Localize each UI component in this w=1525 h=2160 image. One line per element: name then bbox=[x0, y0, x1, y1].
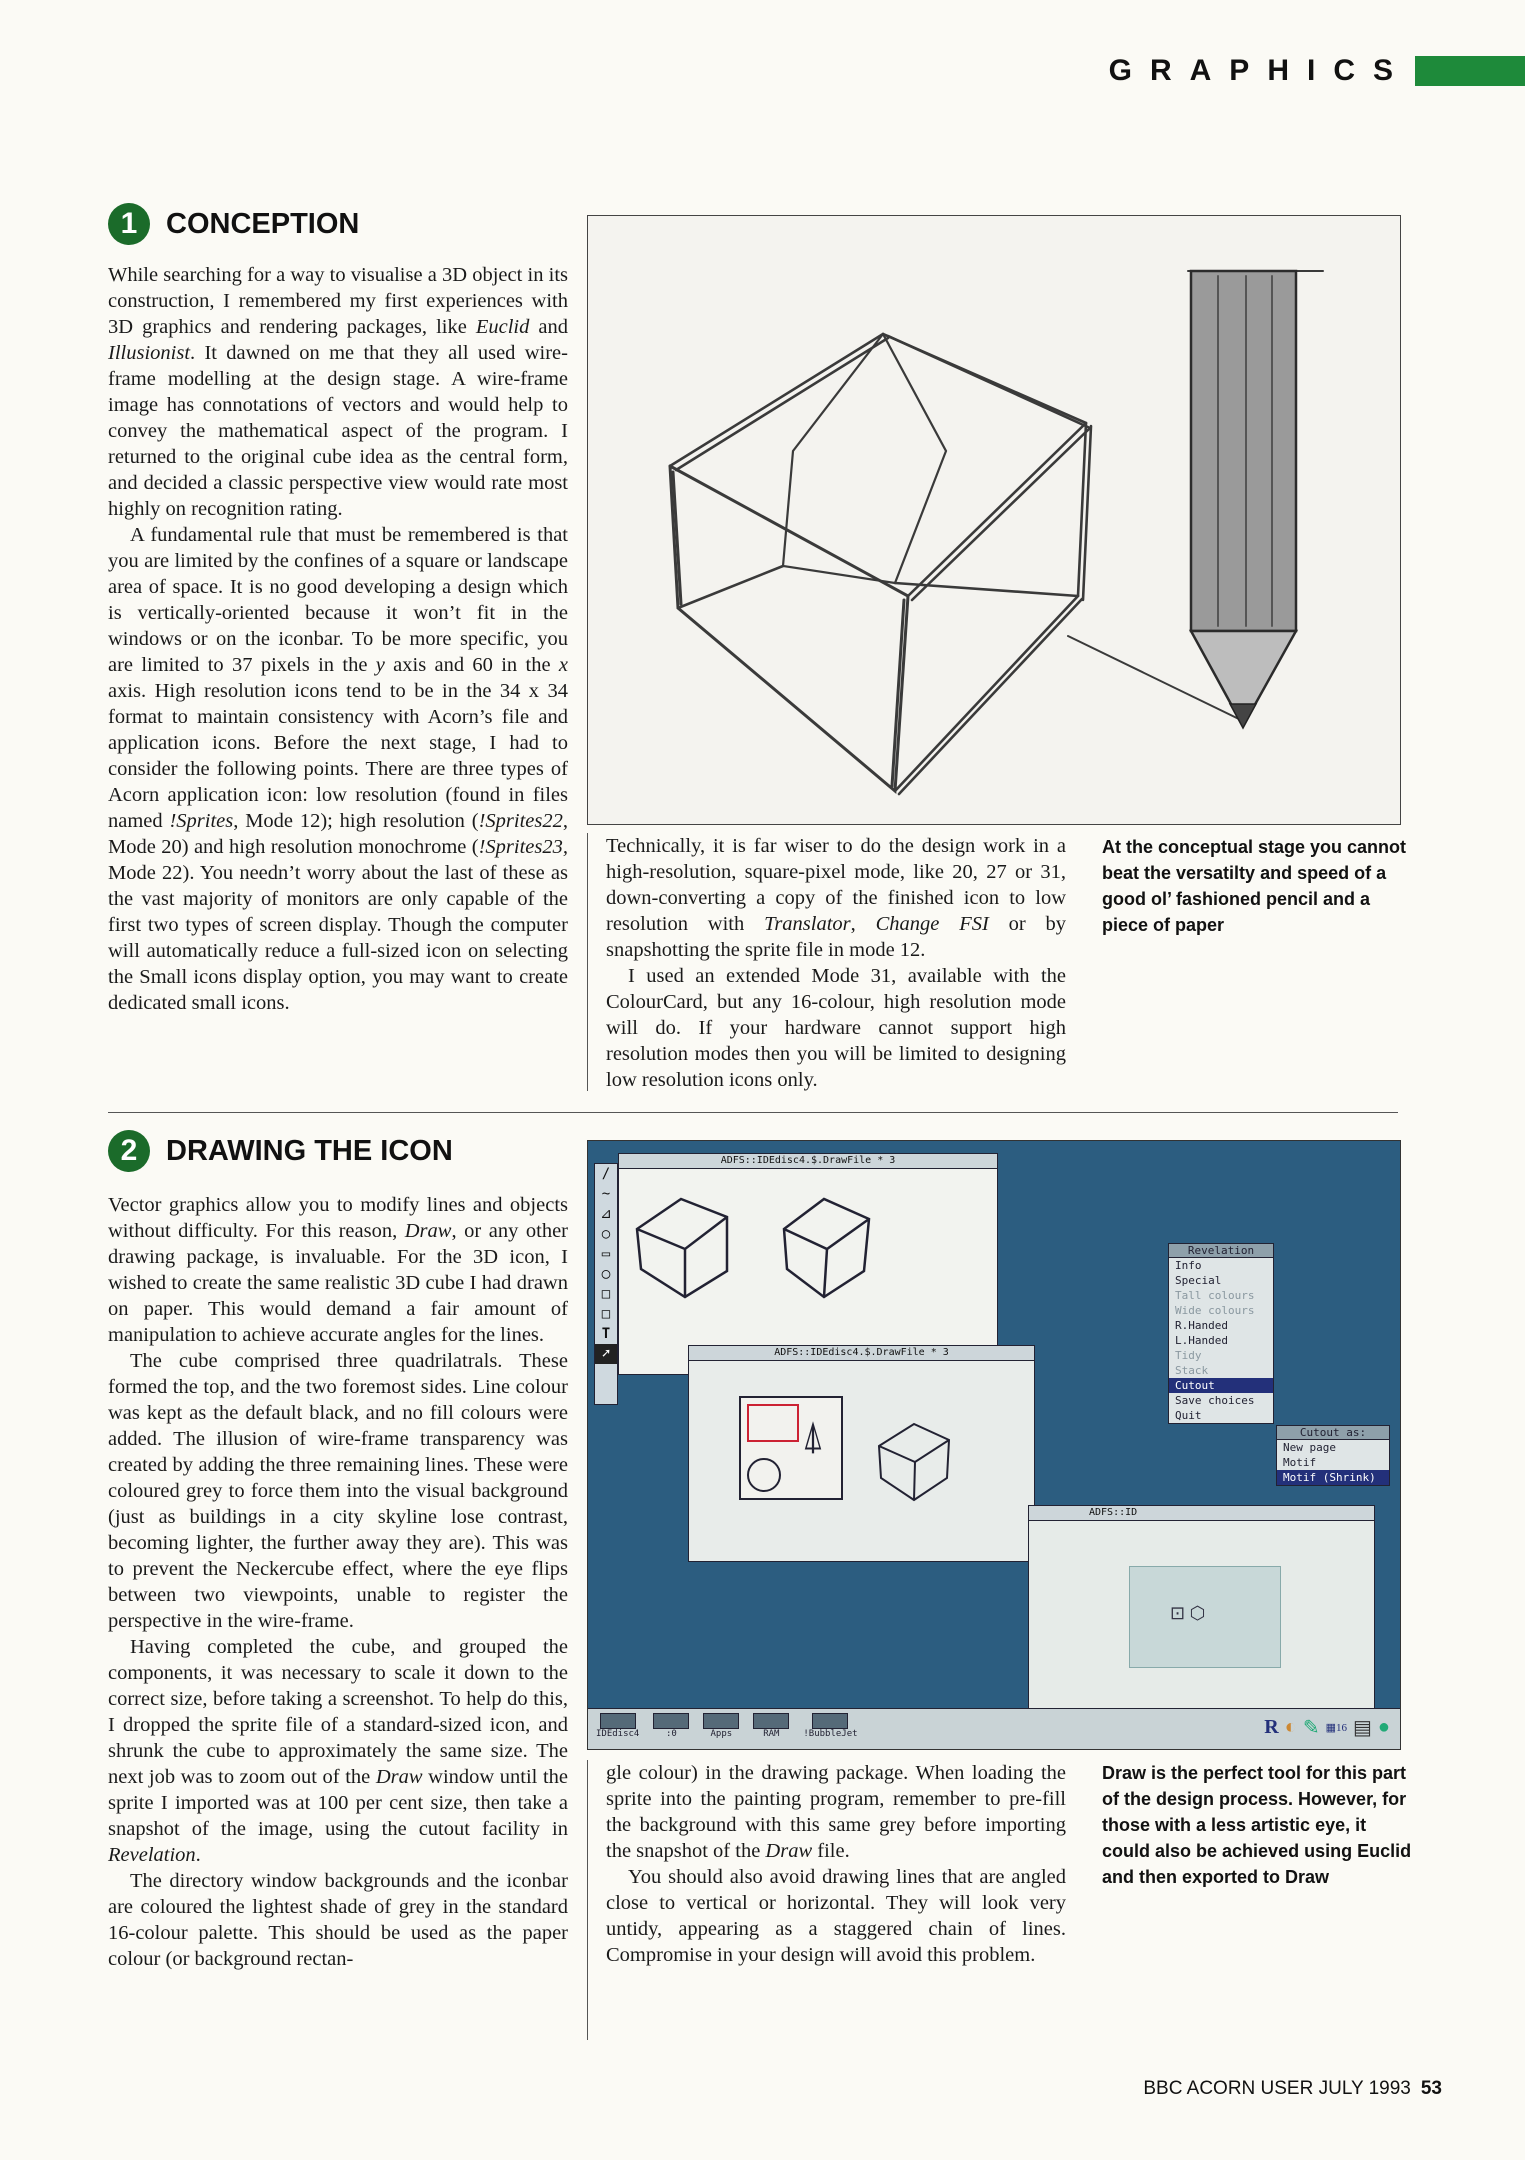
mode-label: 16 bbox=[1336, 1722, 1347, 1734]
sprite-thumbnail-icon: ⊡ ⬡ bbox=[1170, 1603, 1206, 1623]
text-run: The cube comprised three quadrilatrals. These formed the top, and the two foremost sides. Line colour was kept as the default black, and no fill colours were added. The illusion of wire-frame transparency was created by adding the three remaining lines. These were coloured grey to force them into the visual background (just as buildings in a city skyline lose contrast, becoming lighter, the further away they are). This was to prevent the Neckercube effect, where the eye flips between two viewpoints, unable to register the perspective in the wire-frame. bbox=[108, 1350, 568, 1632]
section2-middle-column bbox=[606, 1760, 1066, 1968]
section1-number-badge: 1 bbox=[108, 203, 150, 245]
text-run: window until the sprite I imported was at 100 per cent size, then take a snapshot of the image, using the cutout facility in bbox=[108, 1766, 568, 1840]
italic-term: Draw bbox=[765, 1840, 813, 1862]
section2-number-badge: 2 bbox=[108, 1130, 150, 1172]
italic-term: Illusionist bbox=[108, 342, 191, 364]
menu-title: Revelation bbox=[1169, 1244, 1273, 1258]
page-number: 53 bbox=[1420, 2078, 1442, 2099]
italic-term: Draw bbox=[404, 1220, 452, 1242]
printer-icon[interactable]: ▤ bbox=[1353, 1717, 1372, 1739]
iconbar-item[interactable] bbox=[596, 1713, 639, 1739]
body-paragraph bbox=[606, 833, 1066, 963]
menu-item[interactable]: R.Handed bbox=[1175, 1319, 1228, 1332]
section1-title: CONCEPTION bbox=[166, 207, 360, 240]
section2-title: DRAWING THE ICON bbox=[166, 1134, 453, 1167]
section1-middle-column bbox=[606, 833, 1066, 1093]
iconbar-right-icons bbox=[1264, 1715, 1390, 1740]
text-run: , Mode 12); high resolution ( bbox=[233, 810, 479, 832]
tool-ellipse-icon: ○ bbox=[601, 1226, 611, 1242]
section2-heading bbox=[108, 1130, 453, 1172]
cube-drawings bbox=[619, 1169, 997, 1369]
pencil-sketch-image bbox=[587, 215, 1401, 825]
menu-item[interactable]: Cutout bbox=[1169, 1378, 1273, 1393]
menu-item[interactable]: Special bbox=[1175, 1274, 1222, 1287]
text-run: You should also avoid drawing lines that are angled close to vertical or horizontal. They will look very untidy, appearing as a staggered chain of lines. Compromise in your design will avoid this problem. bbox=[606, 1866, 1066, 1966]
italic-term: y bbox=[375, 654, 385, 676]
iconbar-label: :0 bbox=[665, 1729, 677, 1739]
sketch-caption: At the conceptual stage you cannot beat the versatilty and speed of a good ol’ fashioned pencil and a piece of paper bbox=[1102, 837, 1407, 935]
menu-item[interactable]: Tidy bbox=[1175, 1349, 1202, 1362]
text-run: axis. High resolution icons tend to be in the 34 x 34 format to maintain consistency with Acorn’s file and application icons. Before the next stage, I had to consider the following points. There are three types of Acorn application icon: low resolution (found in files named bbox=[108, 680, 568, 832]
drive-icon bbox=[653, 1713, 689, 1729]
revelation-menu bbox=[1168, 1243, 1274, 1424]
acorn-icon[interactable]: R bbox=[1264, 1716, 1279, 1738]
accent-bar bbox=[1415, 56, 1525, 86]
paint-icon[interactable]: ✎ bbox=[1302, 1717, 1320, 1739]
iconbar-item[interactable] bbox=[653, 1713, 689, 1739]
submenu-title: Cutout as: bbox=[1277, 1426, 1389, 1440]
text-run: and bbox=[529, 316, 568, 338]
text-run: . It dawned on me that they all used wire-frame modelling at the design stage. A wire-frame image has connotations of vectors and would help to convey the mathematical aspect of the program. I returned to the original cube idea as the central form, and decided a classic perspective view would rate most highly on recognition rating. bbox=[108, 342, 568, 520]
cube-front-face bbox=[670, 466, 908, 791]
body-paragraph bbox=[606, 1760, 1066, 1864]
menu-item[interactable]: L.Handed bbox=[1175, 1334, 1228, 1347]
drive-icon bbox=[600, 1713, 636, 1729]
tool-square-icon: □ bbox=[601, 1306, 611, 1322]
submenu-item[interactable]: Motif (Shrink) bbox=[1277, 1470, 1389, 1485]
iconbar-item[interactable] bbox=[803, 1713, 857, 1739]
text-run: file. bbox=[812, 1840, 850, 1862]
italic-term: Translator bbox=[764, 913, 851, 935]
text-run: , bbox=[850, 913, 876, 935]
section-label: GRAPHICS bbox=[1108, 54, 1411, 87]
printer-icon bbox=[812, 1713, 848, 1729]
column-divider bbox=[587, 833, 588, 1091]
text-run: The directory window backgrounds and the iconbar are coloured the lightest shade of grey in the standard 16-colour palette. This should be used as the paper colour (or background rectan- bbox=[108, 1870, 568, 1970]
section1-heading bbox=[108, 203, 359, 245]
cube-back-face bbox=[783, 334, 946, 583]
red-rectangle-shape bbox=[747, 1404, 799, 1442]
italic-term: Revelation bbox=[108, 1844, 196, 1866]
text-run: . bbox=[195, 1844, 201, 1866]
italic-term: x bbox=[558, 654, 568, 676]
tool-circle-icon: ◯ bbox=[601, 1266, 611, 1282]
text-run: gle colour) in the drawing package. When loading the sprite into the painting program, remember to pre-fill the background with this same grey before importing the snapshot of the bbox=[606, 1762, 1066, 1862]
page-footer bbox=[1143, 2078, 1442, 2100]
section-divider bbox=[108, 1112, 1398, 1113]
text-run: Vector graphics allow you to modify lines and objects without difficulty. For this reason, bbox=[108, 1194, 568, 1242]
italic-term: Draw bbox=[375, 1766, 423, 1788]
section-header bbox=[1109, 54, 1525, 88]
italic-term: !Sprites bbox=[169, 810, 234, 832]
icon-sprite-box bbox=[739, 1396, 843, 1500]
draw-window-1 bbox=[618, 1153, 998, 1375]
iconbar-item[interactable] bbox=[753, 1713, 789, 1739]
body-paragraph bbox=[606, 963, 1066, 1093]
iconbar bbox=[588, 1708, 1400, 1749]
window-title-bar[interactable]: ADFS::IDEdisc4.$.DrawFile * 3 bbox=[689, 1346, 1034, 1361]
text-run: axis and 60 in the bbox=[384, 654, 559, 676]
tool-box-icon: □ bbox=[601, 1286, 611, 1302]
text-run: or by snapshotting the sprite file in mode 12. bbox=[606, 913, 1066, 961]
window-title-bar[interactable]: ADFS::IDEdisc4.$.DrawFile * 3 bbox=[619, 1154, 997, 1169]
tool-text-icon: T bbox=[601, 1326, 611, 1342]
body-paragraph bbox=[108, 262, 568, 522]
iconbar-label: IDEdisc4 bbox=[596, 1729, 640, 1739]
tool-rectangle-icon: ▭ bbox=[601, 1246, 611, 1262]
italic-term: !Sprites22 bbox=[478, 810, 563, 832]
display-mode-icon[interactable]: ▦16 bbox=[1325, 1722, 1347, 1734]
submenu-item[interactable]: New page bbox=[1283, 1441, 1336, 1454]
italic-term: !Sprites23, bbox=[478, 836, 568, 858]
drive-icon bbox=[703, 1713, 739, 1729]
publication-name: BBC ACORN USER JULY 1993 bbox=[1143, 2078, 1411, 2099]
menu-item[interactable]: Save choices bbox=[1175, 1394, 1255, 1407]
compass-icon: ⍋ bbox=[801, 1413, 825, 1458]
body-paragraph bbox=[108, 522, 568, 1016]
text-run: Mode 22). You needn’t worry about the last of these as the vast majority of monitors are only capable of the first two types of screen display. Though the computer will automatically reduce a full-sized icon on selecting the Small icons display option, you may want to create dedicated small icons. bbox=[108, 862, 568, 1014]
cutout-submenu bbox=[1276, 1425, 1390, 1486]
text-run: I used an extended Mode 31, available with the ColourCard, but any 16-colour, high resolution mode will do. If your hardware cannot support high resolution modes then you will be limited to designing low resolution icons only. bbox=[606, 965, 1066, 1091]
body-paragraph bbox=[108, 1868, 568, 1972]
text-run: A fundamental rule that must be remembered is that you are limited by the confines of a square or landscape area of space. It is no good developing a design which is vertically-oriented because it won’t fit in the windows or on the iconbar. To be more specific, you are limited to 37 pixels in the bbox=[108, 524, 568, 676]
body-paragraph bbox=[108, 1348, 568, 1634]
body-paragraph bbox=[108, 1192, 568, 1348]
menu-item[interactable]: Stack bbox=[1175, 1364, 1209, 1377]
iconbar-label: RAM bbox=[763, 1729, 780, 1739]
iconbar-item[interactable] bbox=[703, 1713, 739, 1739]
circle-shape bbox=[747, 1458, 781, 1492]
body-paragraph bbox=[606, 1864, 1066, 1968]
italic-term: Change FSI bbox=[875, 913, 989, 935]
leaf-icon[interactable]: ● bbox=[1377, 1716, 1390, 1738]
screenshot-caption: Draw is the perfect tool for this part of the design process. However, for those with a less artistic eye, it could also be achieved using Euclid and then exported to Draw bbox=[1102, 1763, 1412, 1887]
body-paragraph bbox=[108, 1634, 568, 1868]
tool-line-icon: / bbox=[601, 1166, 611, 1182]
submenu-item[interactable]: Motif bbox=[1283, 1456, 1317, 1469]
text-run: While searching for a way to visualise a 3D object in its construction, I remembered my first experiences with 3D graphics and rendering packages, like bbox=[108, 264, 568, 338]
drive-icon bbox=[753, 1713, 789, 1729]
italic-term: Euclid bbox=[475, 316, 530, 338]
tool-select-icon: ➚ bbox=[595, 1344, 617, 1364]
menu-item[interactable]: Wide colours bbox=[1175, 1304, 1255, 1317]
column-divider-2 bbox=[587, 1760, 588, 2040]
text-run: Technically, it is far wiser to do the design work in a high-resolution, square-pixel mode, like 20, 27 or 31, down-converting a copy of the finished icon to low resolution with bbox=[606, 835, 1066, 935]
tool-curve-icon: ~ bbox=[601, 1186, 611, 1202]
tool-path-icon: ⊿ bbox=[600, 1206, 612, 1222]
small-cube-drawing bbox=[869, 1416, 969, 1506]
menu-item[interactable]: Tall colours bbox=[1175, 1289, 1255, 1302]
riscos-screenshot bbox=[587, 1140, 1401, 1750]
palette-icon[interactable]: ◐ bbox=[1284, 1716, 1297, 1738]
iconbar-label: !BubbleJet bbox=[803, 1729, 858, 1739]
text-run: , Mode 20) and high resolution monochrome ( bbox=[108, 810, 568, 858]
preview-panel bbox=[1129, 1566, 1281, 1668]
section1-left-column bbox=[108, 262, 568, 1016]
window-title-bar[interactable]: ADFS::ID bbox=[1029, 1506, 1374, 1521]
menu-item[interactable]: Info bbox=[1175, 1259, 1202, 1272]
menu-item[interactable]: Quit bbox=[1175, 1409, 1202, 1422]
iconbar-label: Apps bbox=[710, 1729, 733, 1739]
pencil-drawing bbox=[1188, 271, 1323, 728]
text-run: , or any other drawing package, is invaluable. For the 3D icon, I wished to create the same realistic 3D cube I had drawn on paper. This would demand a fair amount of manipulation to achieve accurate angles for the lines. bbox=[108, 1220, 568, 1346]
draw-toolbox bbox=[594, 1163, 618, 1405]
draw-window-2 bbox=[688, 1345, 1035, 1562]
draw-window-3 bbox=[1028, 1505, 1375, 1732]
text-run: Having completed the cube, and grouped the components, it was necessary to scale it down to the correct size, before taking a screenshot. To help do this, I dropped the sprite file of a standard-sized icon, and shrunk the cube to approximately the same size. The next job was to zoom out of the bbox=[108, 1636, 568, 1788]
section2-left-column bbox=[108, 1192, 568, 1972]
